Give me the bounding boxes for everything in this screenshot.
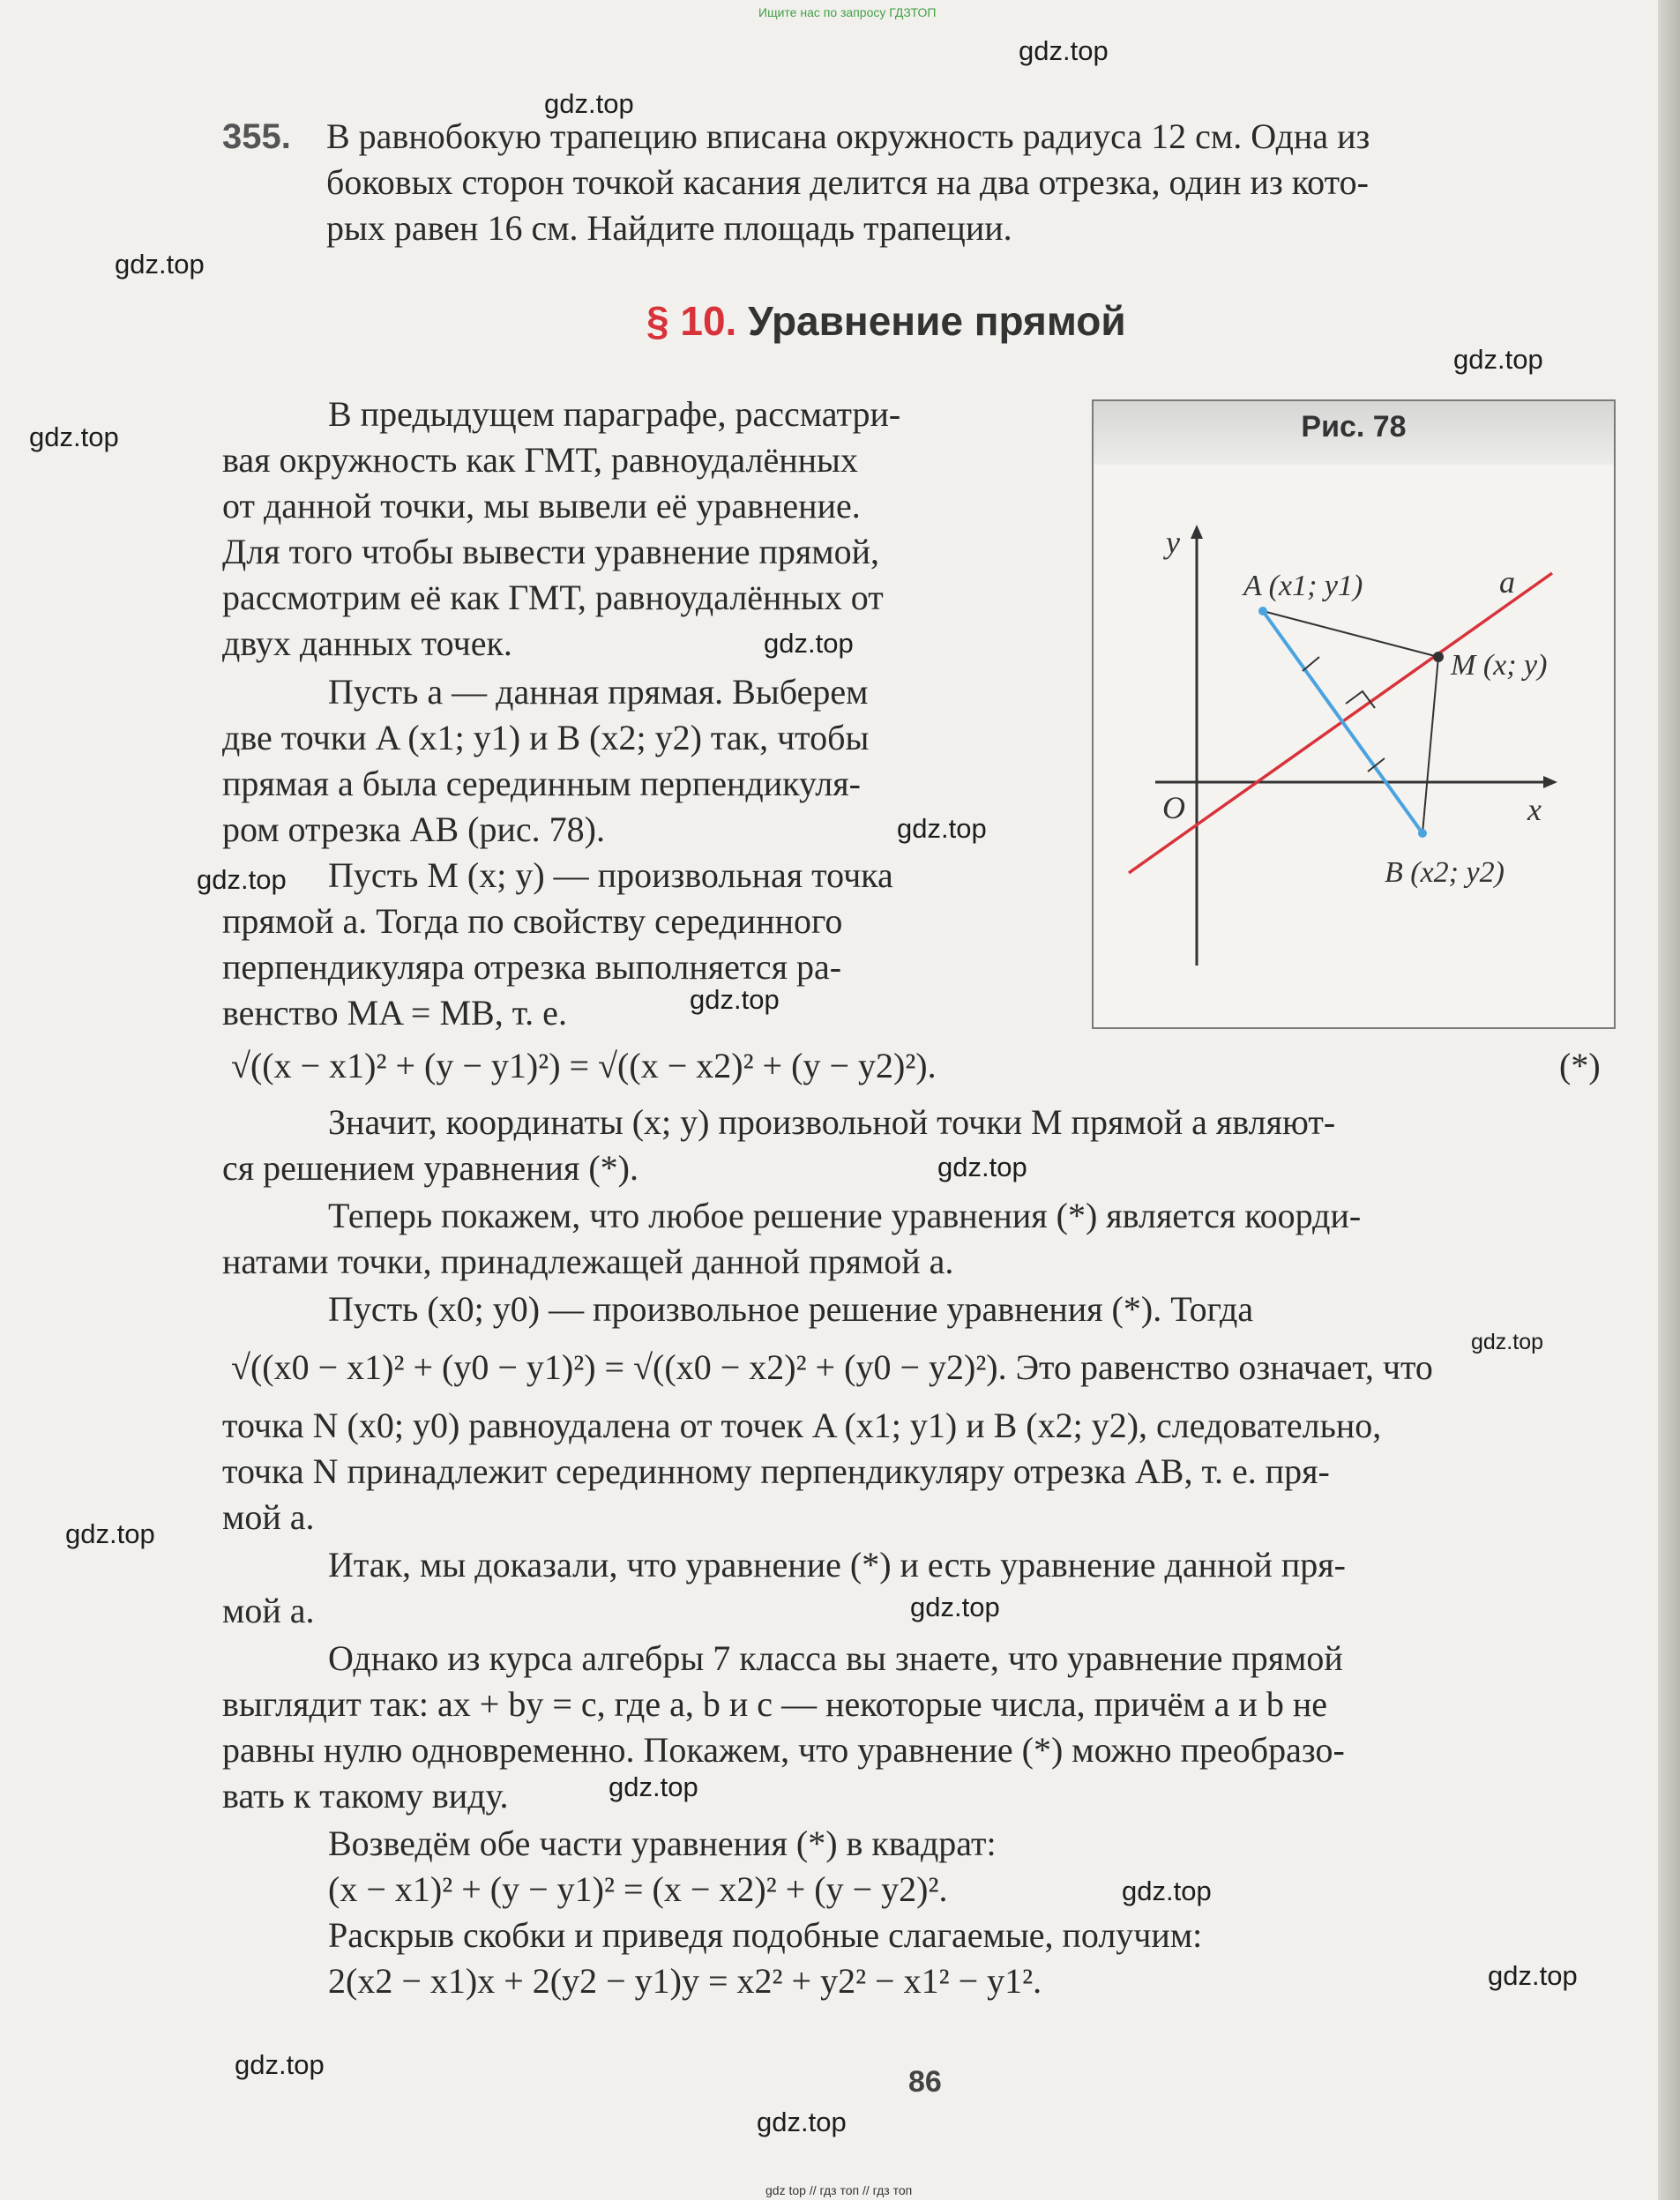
watermark: gdz.top: [1488, 1960, 1578, 1991]
point-b-dot: [1418, 829, 1427, 838]
equation-star: √((x − x1)² + (y − y1)²) = √((x − x2)² + (y − y2)²).: [231, 1046, 937, 1085]
text-line: рассмотрим её как ГМТ, равноудалённых от: [222, 578, 884, 617]
line-a: [1129, 573, 1552, 873]
tick-mark: [1303, 657, 1319, 671]
text-line: Пусть (x0; y0) — произвольное решение уравнения (*). Тогда: [328, 1289, 1254, 1329]
equation-squared: (x − x1)² + (y − y1)² = (x − x2)² + (y − y2)².: [328, 1869, 948, 1909]
text-line: мой a.: [222, 1497, 315, 1537]
text-line: прямой a. Тогда по свойству серединного: [222, 901, 843, 941]
text-line: точка N (x0; y0) равноудалена от точек A (x1; y1) и B (x2; y2), следовательно,: [222, 1406, 1382, 1445]
point-a-dot: [1258, 607, 1267, 615]
watermark: gdz.top: [690, 984, 780, 1015]
point-m-label: M (x; y): [1451, 649, 1548, 682]
watermark: gdz.top: [235, 2049, 325, 2080]
watermark: gdz.top: [544, 88, 634, 119]
watermark: gdz.top: [897, 813, 987, 844]
watermark: gdz.top: [1471, 1330, 1544, 1354]
watermark: gdz.top: [115, 249, 205, 280]
watermark: gdz.top: [29, 421, 119, 452]
text-line: Для того чтобы вывести уравнение прямой,: [222, 532, 879, 571]
watermark: gdz.top: [910, 1592, 1000, 1622]
text-line: двух данных точек.: [222, 623, 512, 663]
watermark: gdz.top: [757, 2107, 847, 2137]
text-line: прямая a была серединным перпендикуля-: [222, 764, 861, 803]
text-line: Пусть a — данная прямая. Выберем: [328, 672, 869, 712]
line-a-label: a: [1499, 564, 1515, 600]
text-line: перпендикуляра отрезка выполняется ра-: [222, 947, 842, 987]
watermark: gdz.top: [1122, 1876, 1212, 1906]
text-line: Раскрыв скобки и приведя подобные слагаемые, получим:: [328, 1915, 1203, 1955]
segment-ab: [1263, 611, 1422, 833]
watermark: gdz.top: [937, 1152, 1027, 1182]
text-line: √((x0 − x1)² + (y0 − y1)²) = √((x0 − x2)² + (y0 − y2)²). Это равенство означает, что: [231, 1347, 1433, 1387]
problem-line: боковых сторон точкой касания делится на два отрезка, один из кото-: [326, 162, 1369, 202]
problem-number: 355.: [222, 117, 291, 156]
figure-78: [1092, 399, 1616, 1029]
section-number: § 10.: [646, 298, 737, 344]
point-m-dot: [1433, 652, 1444, 662]
watermark: gdz.top: [197, 864, 287, 895]
text-line: натами точки, принадлежащей данной прямой a.: [222, 1242, 954, 1281]
text-line: венство MA = MB, т. е.: [222, 993, 567, 1033]
top-watermark: Ищите нас по запросу ГДЗТОП: [758, 5, 937, 19]
text-line: вая окружность как ГМТ, равноудалённых: [222, 440, 858, 480]
text-line: от данной точки, мы вывели её уравнение.: [222, 486, 861, 526]
problem-line: В равнобокую трапецию вписана окружность радиуса 12 см. Одна из: [326, 116, 1370, 156]
point-a-label: A (x1; y1): [1243, 570, 1363, 602]
text-line: ся решением уравнения (*).: [222, 1148, 638, 1188]
axis-x-label: x: [1527, 792, 1542, 827]
origin-label: O: [1162, 790, 1185, 825]
problem-line: рых равен 16 см. Найдите площадь трапеции.: [326, 208, 1012, 248]
watermark: gdz.top: [65, 1518, 155, 1549]
section-title-text: Уравнение прямой: [748, 298, 1126, 344]
axis-y-label: y: [1166, 525, 1180, 560]
text-line: Итак, мы доказали, что уравнение (*) и есть уравнение данной пря-: [328, 1545, 1346, 1585]
watermark: gdz.top: [764, 628, 854, 659]
y-axis-arrow: [1191, 525, 1203, 539]
text-line: две точки A (x1; y1) и B (x2; y2) так, чтобы: [222, 718, 870, 757]
text-line: вать к такому виду.: [222, 1776, 509, 1816]
text-line: равны нулю одновременно. Покажем, что уравнение (*) можно преобразо-: [222, 1730, 1345, 1770]
text-line: Теперь покажем, что любое решение уравнения (*) является коорди-: [328, 1196, 1362, 1235]
text-line: ром отрезка AB (рис. 78).: [222, 809, 605, 849]
bottom-watermark: gdz top // гдз топ // гдз топ: [765, 2183, 913, 2197]
equation-star-mark: (*): [1559, 1046, 1601, 1085]
text-line: точка N принадлежит серединному перпендикуляру отрезка AB, т. е. пря-: [222, 1451, 1330, 1491]
section-title: [646, 297, 1126, 345]
text-line: мой a.: [222, 1591, 315, 1630]
figure-caption: Рис. 78: [1301, 410, 1407, 444]
segment-mb: [1422, 657, 1438, 833]
watermark: gdz.top: [609, 1771, 698, 1802]
x-axis-arrow: [1543, 776, 1557, 788]
figure-diagram: [1094, 401, 1614, 1027]
text-line: Возведём обе части уравнения (*) в квадрат:: [328, 1823, 997, 1863]
watermark: gdz.top: [1453, 344, 1543, 375]
text-line: выглядит так: ax + by = c, где a, b и c — некоторые числа, причём a и b не: [222, 1684, 1327, 1724]
text-line: Однако из курса алгебры 7 класса вы знаете, что уравнение прямой: [328, 1638, 1343, 1678]
text-line: Пусть M (x; y) — произвольная точка: [328, 855, 893, 895]
equation-expanded: 2(x2 − x1)x + 2(y2 − y1)y = x2² + y2² − x1² − y1².: [328, 1961, 1042, 2001]
page-edge: [1658, 0, 1680, 2200]
page-number: 86: [908, 2065, 942, 2099]
text-line: Значит, координаты (x; y) произвольной точки M прямой a являют-: [328, 1102, 1336, 1142]
text-line: В предыдущем параграфе, рассматри-: [328, 394, 901, 434]
point-b-label: B (x2; y2): [1385, 856, 1505, 889]
watermark: gdz.top: [1019, 35, 1109, 66]
right-angle-mark: [1346, 691, 1375, 708]
